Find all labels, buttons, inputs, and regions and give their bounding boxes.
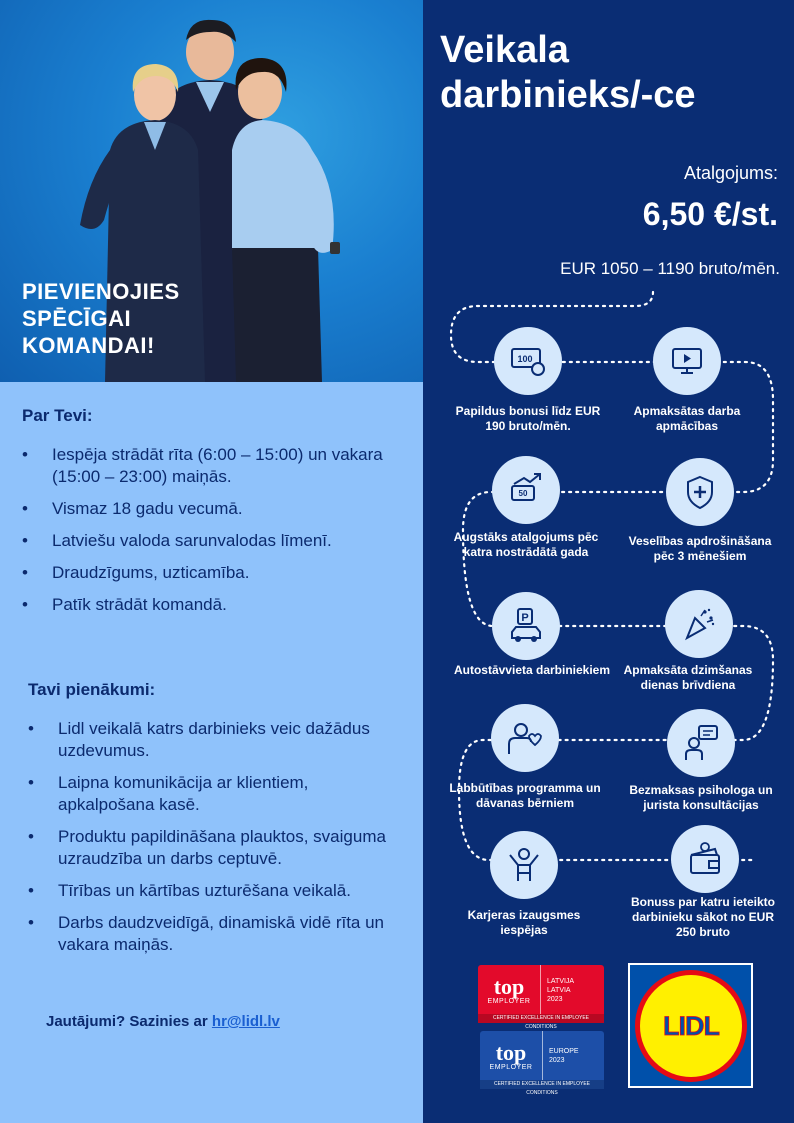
badge-employer: EMPLOYER <box>489 1063 533 1071</box>
person-cheer-icon <box>490 831 558 899</box>
pay-label: Atalgojums: <box>683 163 778 183</box>
lidl-logo-text: LIDL <box>662 1010 719 1041</box>
benefit-label: Bezmaksas psihologa un jurista konsultācijas <box>629 783 773 812</box>
icon-number: 50 <box>518 489 528 498</box>
benefit-label: Apmaksātas darba apmācības <box>633 404 741 433</box>
badge-footer: CERTIFIED EXCELLENCE IN EMPLOYEE CONDITIONS <box>480 1080 604 1089</box>
pay-range: EUR 1050 – 1190 bruto/mēn. <box>560 259 780 278</box>
top-employer-latvia-badge <box>478 965 604 1030</box>
monitor-play-icon <box>653 327 721 395</box>
about-list <box>22 444 392 626</box>
list-item: • Tīrības un kārtības uzturēšana veikalā. <box>28 880 403 902</box>
badge-word: top <box>495 1039 527 1065</box>
badge-line1: EUROPE <box>549 1048 579 1055</box>
list-item: • Latviešu valoda sarunvalodas līmenī. <box>22 530 392 552</box>
contact-email-link[interactable]: hr@lidl.lv <box>211 1013 280 1030</box>
badge-year: 2023 <box>547 995 563 1003</box>
team-photo <box>0 0 423 382</box>
benefit-label: Bonuss par katru ieteikto darbinieku sākot no EUR 250 bruto <box>630 895 776 939</box>
top-employer-europe-badge <box>480 1031 604 1096</box>
contact-line <box>46 1013 280 1030</box>
list-item: • Produktu papildināšana plauktos, svaiguma uzraudzība un darbs ceptuvē. <box>28 826 403 870</box>
benefit-label: Augstāks atalgojums pēc katra nostrādātā gada <box>453 530 599 559</box>
badge-footer: CERTIFIED EXCELLENCE IN EMPLOYEE CONDITIONS <box>478 1014 604 1023</box>
benefit-label: Labbūtības programma un dāvanas bērniem <box>449 781 601 810</box>
job-title: Veikala darbinieks/-ce <box>440 29 696 116</box>
list-item: • Vismaz 18 gadu vecumā. <box>22 498 392 520</box>
person-heart-icon <box>491 704 559 772</box>
icon-letter: P <box>521 612 529 624</box>
list-item: • Draudzīgums, uzticamība. <box>22 562 392 584</box>
duties-list <box>28 718 403 966</box>
badge-line2: LATVIA <box>547 986 571 994</box>
list-item: • Darbs daudzveidīgā, dinamiskā vidē rīta un vakara maiņās. <box>28 912 403 956</box>
list-item: • Iespēja strādāt rīta (6:00 – 15:00) un vakara (15:00 – 23:00) maiņās. <box>22 444 392 488</box>
lidl-logo-mark <box>633 968 749 1084</box>
hero-title: PIEVIENOJIES SPĒCĪGAI KOMANDAI! <box>22 279 180 358</box>
person-chat-icon <box>667 709 735 777</box>
badge-word: top <box>493 973 525 999</box>
benefit-label: Veselības apdrošināšana pēc 3 mēnešiem <box>628 534 772 563</box>
list-item: • Laipna komunikācija ar klientiem, apkalpošana kasē. <box>28 772 403 816</box>
money-growth-icon <box>492 456 560 524</box>
list-item: • Lidl veikalā katrs darbinieks veic dažādus uzdevumus. <box>28 718 403 762</box>
badge-line1: LATVIJA <box>547 977 575 985</box>
contact-text: Jautājumi? Sazinies ar <box>46 1013 212 1030</box>
badge-year: 2023 <box>549 1057 565 1064</box>
lidl-logo <box>628 963 753 1088</box>
money-coins-icon <box>494 327 562 395</box>
health-shield-icon <box>666 458 734 526</box>
list-item: • Patīk strādāt komandā. <box>22 594 392 616</box>
party-popper-icon <box>665 590 733 658</box>
duties-title: Tavi pienākumi: <box>28 680 156 699</box>
badge-employer: EMPLOYER <box>487 997 531 1005</box>
benefit-label: Apmaksāta dzimšanas dienas brīvdiena <box>623 663 753 692</box>
benefit-label: Karjeras izaugsmes iespējas <box>467 908 581 937</box>
pay-rate: 6,50 €/st. <box>642 196 778 232</box>
wallet-coin-icon <box>671 825 739 893</box>
icon-number: 100 <box>517 354 533 364</box>
benefit-label: Autostāvvieta darbiniekiem <box>453 663 611 677</box>
about-title: Par Tevi: <box>22 406 93 425</box>
parking-car-icon <box>492 592 560 660</box>
benefit-label: Papildus bonusi līdz EUR 190 bruto/mēn. <box>455 404 601 433</box>
